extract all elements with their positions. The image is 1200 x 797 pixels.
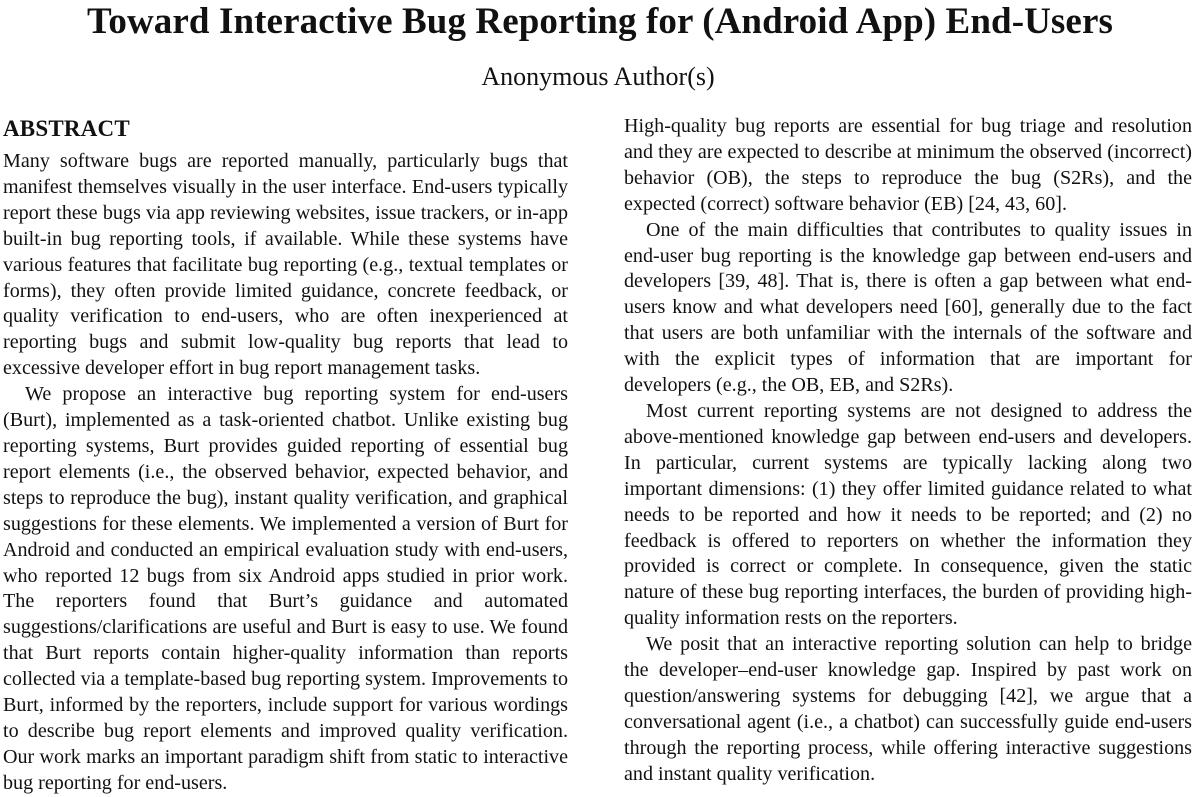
author-line: Anonymous Author(s): [481, 62, 715, 91]
intro-paragraph-4: We posit that an interactive reporting solution can help to bridge the developer–end-user knowledge gap. Inspired by past work on question/answering systems for debugging [42], we argue that a conversational agent (i.e., a chatbot) can successfully guide end-users through the reporting process, while offering interactive suggestions and instant quality verification.: [624, 633, 1192, 785]
abstract-paragraph-2: We propose an interactive bug reporting system for end-users (Burt), implemented as a task-oriented chatbot. Unlike existing bug reporting systems, Burt provides guided reporting of essential bug report elements (i.e., the observed behavior, expected behavior, and steps to reproduce the bug), instant quality verification, and graphical suggestions for these elements. We implemented a version of Burt for Android and conducted an empirical evaluation study with end-users, who reported 12 bugs from six Android apps studied in prior work. The reporters found that Burt’s guidance and automated suggestions/clarifications are useful and Burt is easy to use. We found that Burt reports contain higher-quality information than reports collected via a template-based bug reporting system. Improvements to Burt, informed by the reporters, include support for various wordings to describe bug report elements and improved quality verification. Our work marks an important paradigm shift from static to interactive bug reporting for end-users.: [3, 383, 568, 794]
intro-paragraph-3: Most current reporting systems are not designed to address the above-mentioned knowledge gap between end-users and developers. In particular, current systems are typically lacking along two important dimensions: (1) they offer limited guidance related to what needs to be reported and how it needs to be reported; and (2) no feedback is offered to reporters on whether the information they provided is correct or complete. In consequence, given the static nature of these bug reporting interfaces, the burden of providing high-quality information rests on the reporters.: [624, 399, 1192, 630]
right-column: [624, 114, 1192, 788]
intro-paragraph-1: High-quality bug reports are essential for bug triage and resolution and they are expected to describe at minimum the observed (incorrect) behavior (OB), the steps to reproduce the bug (S2Rs), and the expected (correct) software behavior (EB) [24, 43, 60].: [624, 115, 1192, 215]
intro-paragraph-2: One of the main difficulties that contributes to quality issues in end-user bug reporting is the knowledge gap between end-users and developers [39, 48]. That is, there is often a gap between what end-users know and what developers need [60], generally due to the fact that users are both unfamiliar with the internals of the software and with the explicit types of information that are important for developers (e.g., the OB, EB, and S2Rs).: [624, 218, 1192, 397]
abstract-paragraph-1: Many software bugs are reported manually, particularly bugs that manifest themselves visually in the user interface. End-users typically report these bugs via app reviewing websites, issue trackers, or in-app built-in bug reporting tools, if available. While these systems have various features that facilitate bug reporting (e.g., textual templates or forms), they often provide limited guidance, concrete feedback, or quality verification to end-users, who are often inexperienced at reporting bugs and submit low-quality bug reports that lead to excessive developer effort in bug report management tasks.: [3, 150, 568, 380]
abstract-heading: ABSTRACT: [3, 116, 130, 141]
paper-title: Toward Interactive Bug Reporting for (Android App) End-Users: [87, 1, 1113, 42]
left-column: [3, 114, 568, 797]
